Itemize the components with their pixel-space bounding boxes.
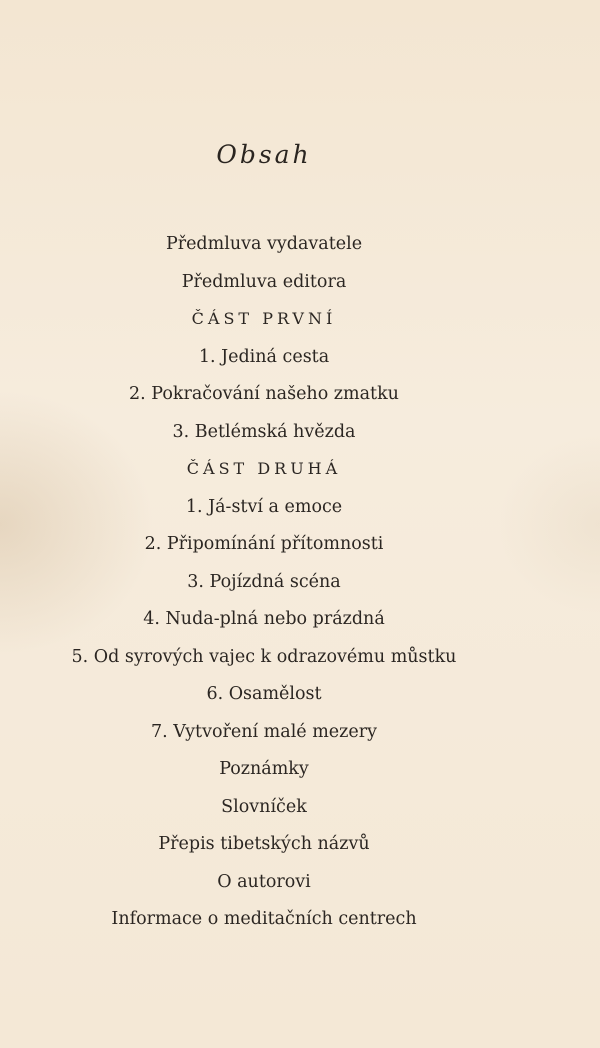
toc-entry: Předmluva editora [181, 271, 347, 292]
toc-entry: O autorovi [217, 871, 311, 892]
toc-entry: 1. Já-ství a emoce [185, 496, 343, 517]
toc-entry: Poznámky [219, 759, 309, 779]
toc-entry: 7. Vytvoření malé mezery [150, 721, 377, 742]
toc-entry: 2. Pokračování našeho zmatku [129, 384, 399, 404]
toc-entry: 4. Nuda-plná nebo prázdná [143, 609, 385, 629]
toc-entry: 2. Připomínání přítomnosti [144, 534, 384, 554]
toc-part-heading: ČÁST PRVNÍ [191, 309, 337, 328]
toc-entry: Předmluva vydavatele [165, 234, 363, 254]
toc-entry: 6. Osamělost [206, 684, 322, 704]
toc-entry: 3. Pojízdná scéna [187, 571, 341, 592]
toc-entry: 3. Betlémská hvězda [172, 421, 356, 442]
toc-entry: 1. Jediná cesta [198, 346, 330, 367]
page-title: Obsah [216, 140, 312, 169]
table-of-contents [0, 229, 528, 942]
toc-part-heading: ČÁST DRUHÁ [186, 459, 342, 478]
toc-entry: 5. Od syrových vajec k odrazovému můstku [71, 646, 457, 667]
toc-entry: Informace o meditačních centrech [111, 909, 417, 929]
toc-entry: Slovníček [221, 796, 307, 817]
toc-entry: Přepis tibetských názvů [158, 834, 370, 854]
